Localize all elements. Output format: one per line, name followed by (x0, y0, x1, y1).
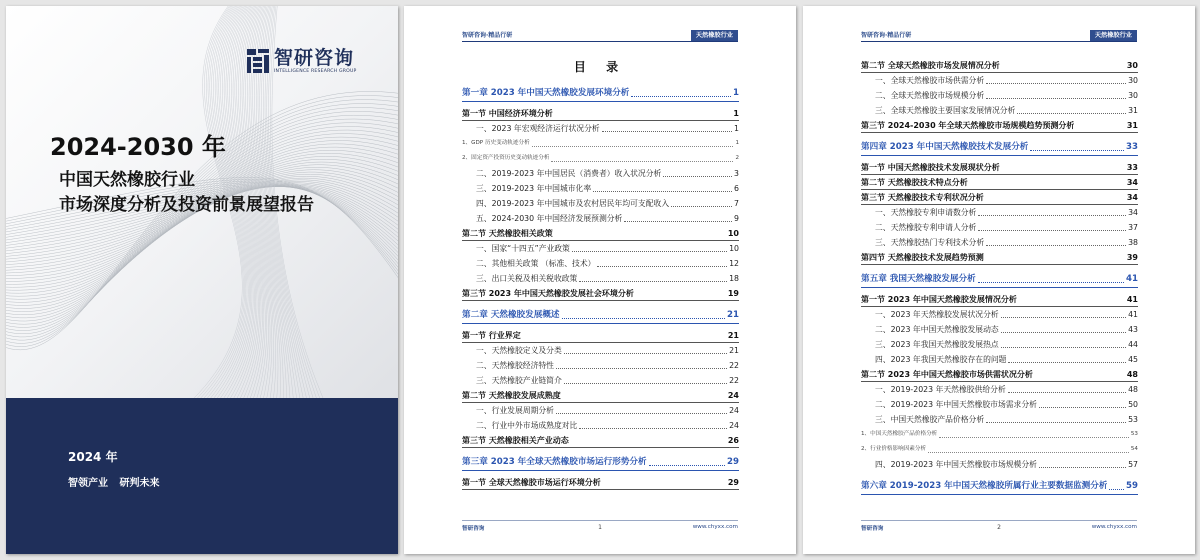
page-number: 1 (598, 524, 602, 531)
toc-entry-text: 三、天然橡胶热门专利技术分析 (875, 238, 985, 247)
toc-entry-sub[interactable] (861, 457, 1138, 472)
toc-entry-page: 30 (1128, 76, 1138, 85)
toc-entry-text: 三、中国天然橡胶产品价格分析 (875, 415, 985, 424)
toc-entry-sub[interactable] (861, 235, 1138, 250)
toc-entry-page: 29 (727, 457, 739, 467)
toc-entry-section[interactable] (861, 250, 1138, 265)
toc-entry-page: 34 (1128, 208, 1138, 217)
cover-page (6, 6, 398, 554)
toc-entry-section[interactable] (861, 367, 1138, 382)
toc-entry-section[interactable] (861, 190, 1138, 205)
toc-entry-page: 26 (727, 436, 739, 445)
toc-entry-text: 三、全球天然橡胶主要国家发展情况分析 (875, 106, 1016, 115)
toc-entry-sub[interactable] (462, 403, 739, 418)
toc-entry-page: 59 (1126, 481, 1138, 491)
toc-entry-page: 39 (1126, 253, 1138, 262)
toc-entry-sub[interactable] (861, 220, 1138, 235)
toc-leader-dots (636, 296, 726, 297)
toc-entry-page: 44 (1128, 340, 1138, 349)
toc-title: 目 录 (573, 60, 627, 74)
toc-leader-dots (986, 83, 1126, 84)
toc-entry-page: 57 (1128, 460, 1138, 469)
cover-date: 2024 年 (68, 450, 118, 464)
toc-leader-dots (1076, 128, 1124, 129)
toc-entry-text: 第二节 天然橡胶发展成熟度 (462, 391, 561, 400)
toc-entry-text: 四、2019-2023 年中国城市及农村居民年均可支配收入 (476, 199, 670, 208)
toc-entry-text: 一、2023 年宏观经济运行状况分析 (476, 124, 600, 133)
toc-entry-page: 18 (729, 274, 739, 283)
toc-entry-section[interactable] (462, 286, 739, 301)
toc-leader-dots (556, 368, 727, 369)
toc-entry-page: 31 (1128, 106, 1138, 115)
toc-leader-dots (939, 437, 1129, 438)
page-footer (462, 520, 738, 534)
toc-entry-text: 第三节 天然橡胶技术专利状况分析 (861, 193, 984, 202)
cover-year-range: 2024-2030 年 (50, 133, 226, 161)
toc-entry-text: 一、国家“十四五”产业政策 (476, 244, 570, 253)
toc-entry-text: 二、2019-2023 年中国居民（消费者）收入状况分析 (476, 169, 662, 178)
toc-page-2 (803, 6, 1195, 554)
toc-entry-page: 6 (734, 184, 739, 193)
toc-leader-dots (564, 383, 727, 384)
logo-chinese-name: 智研咨询 (274, 47, 355, 69)
toc-entry-text: 2、行业价格影响因素分析 (861, 446, 927, 452)
toc-entry-text: 三、2023 年我国天然橡胶发展热点 (875, 340, 999, 349)
toc-entry-section[interactable] (861, 160, 1138, 175)
page-header (861, 28, 1137, 42)
toc-leader-dots (1002, 68, 1125, 69)
toc-entry-page: 9 (734, 214, 739, 223)
toc-entry-page: 53 (1128, 415, 1138, 424)
toc-entry-text: 第三节 2023 年中国天然橡胶发展社会环境分析 (462, 289, 634, 298)
toc-leader-dots (562, 318, 726, 319)
toc-entry-text: 第三节 天然橡胶相关产业动态 (462, 436, 569, 445)
toc-leader-dots (1008, 392, 1126, 393)
toc-leader-dots (551, 161, 733, 162)
toc-leader-dots (671, 206, 732, 207)
toc-leader-dots (1039, 467, 1126, 468)
toc-entry-section[interactable] (462, 328, 739, 343)
toc-entry-page: 1 (734, 124, 739, 133)
toc-entry-page: 30 (1126, 61, 1138, 70)
toc-entry-text: 第一节 中国天然橡胶技术发展现状分析 (861, 163, 1000, 172)
toc-entry-text: 三、出口关税及相关税收政策 (476, 274, 578, 283)
toc-entry-page: 33 (1126, 163, 1138, 172)
toc-leader-dots (555, 116, 732, 117)
toc-entry-page: 30 (1128, 91, 1138, 100)
toc-entry-sub[interactable] (462, 358, 739, 373)
page-number: 2 (997, 524, 1001, 531)
toc-entry-text: 第一节 行业界定 (462, 331, 521, 340)
cover-bottom-band (6, 398, 398, 554)
toc-entry-text: 二、2019-2023 年中国天然橡胶市场需求分析 (875, 400, 1037, 409)
toc-entry-text: 一、全球天然橡胶市场供需分析 (875, 76, 985, 85)
toc-entry-sub[interactable] (861, 307, 1138, 322)
toc-entry-chapter[interactable] (462, 455, 739, 471)
toc-entry-page: 29 (727, 478, 739, 487)
toc-leader-dots (579, 428, 727, 429)
toc-entry-section[interactable] (462, 433, 739, 448)
toc-entry-page: 38 (1128, 238, 1138, 247)
toc-entry-page: 53 (1130, 431, 1138, 437)
toc-entry-text: 第四章 2023 年中国天然橡胶技术发展分析 (861, 142, 1029, 152)
toc-list (861, 58, 1138, 499)
toc-entry-section[interactable] (462, 475, 739, 490)
toc-leader-dots (624, 221, 732, 222)
logo-mark-icon (246, 48, 270, 74)
toc-leader-dots (1001, 332, 1126, 333)
toc-entry-page: 2 (735, 155, 739, 161)
toc-entry-sub[interactable] (462, 181, 739, 196)
toc-leader-dots (1008, 362, 1126, 363)
toc-entry-chapter[interactable] (462, 308, 739, 324)
toc-leader-dots (1019, 302, 1125, 303)
toc-entry-page: 12 (729, 259, 739, 268)
toc-leader-dots (986, 98, 1126, 99)
cover-title-line-1: 中国天然橡胶行业 (59, 170, 195, 190)
toc-entry-page: 1 (733, 109, 739, 118)
toc-leader-dots (602, 131, 732, 132)
page-header (462, 28, 738, 42)
toc-entry-text: 一、行业发展周期分析 (476, 406, 554, 415)
toc-leader-dots (986, 245, 1126, 246)
toc-entry-text: 第三节 2024-2030 年全球天然橡胶市场规模趋势预测分析 (861, 121, 1075, 130)
toc-entry-page: 22 (729, 361, 739, 370)
toc-entry-sub[interactable] (462, 256, 739, 271)
toc-entry-sub[interactable] (462, 418, 739, 433)
toc-entry-page: 34 (1126, 193, 1138, 202)
toc-entry-page: 19 (727, 289, 739, 298)
toc-leader-dots (663, 176, 732, 177)
toc-entry-text: 三、2019-2023 年中国城市化率 (476, 184, 592, 193)
toc-entry-page: 1 (733, 88, 739, 98)
footer-brand: 智研咨询 (462, 526, 485, 532)
toc-entry-page: 48 (1128, 385, 1138, 394)
toc-entry-text: 第五章 我国天然橡胶发展分析 (861, 274, 976, 284)
toc-entry-sub[interactable] (861, 337, 1138, 352)
toc-entry-text: 二、其他相关政策 （标准、技术） (476, 259, 596, 268)
toc-entry-text: 第六章 2019-2023 年中国天然橡胶所属行业主要数据监测分析 (861, 481, 1108, 491)
toc-entry-section[interactable] (861, 118, 1138, 133)
toc-entry-page: 31 (1126, 121, 1138, 130)
footer-website[interactable]: www.chyxx.com (1091, 524, 1137, 530)
toc-entry-text: 一、2023 年天然橡胶发展状况分析 (875, 310, 999, 319)
toc-leader-dots (532, 146, 734, 147)
toc-entry-page: 3 (734, 169, 739, 178)
toc-leader-dots (579, 281, 727, 282)
toc-entry-sub[interactable] (462, 241, 739, 256)
toc-entry-page: 21 (729, 346, 739, 355)
toc-leader-dots (1039, 407, 1126, 408)
header-industry-tag: 天然橡胶行业 (691, 30, 738, 41)
toc-entry-text: 第一节 2023 年中国天然橡胶发展情况分析 (861, 295, 1017, 304)
toc-leader-dots (970, 185, 1125, 186)
toc-entry-text: 1、中国天然橡胶产品价格分析 (861, 431, 938, 437)
toc-leader-dots (556, 413, 727, 414)
toc-entry-page: 41 (1126, 295, 1138, 304)
footer-website[interactable]: www.chyxx.com (692, 524, 738, 530)
toc-entry-sub[interactable] (861, 322, 1138, 337)
toc-entry-page: 24 (729, 421, 739, 430)
toc-entry-sub[interactable] (861, 382, 1138, 397)
toc-entry-sub[interactable] (462, 211, 739, 226)
toc-entry-text: 1、GDP 历史变动轨迹分析 (462, 140, 530, 146)
toc-entry-text: 一、2019-2023 年天然橡胶供给分析 (875, 385, 1006, 394)
toc-entry-chapter[interactable] (462, 86, 739, 102)
toc-entry-small[interactable] (462, 136, 739, 151)
toc-entry-text: 一、天然橡胶专利申请数分析 (875, 208, 977, 217)
toc-entry-page: 1 (735, 140, 739, 146)
toc-entry-chapter[interactable] (861, 479, 1138, 495)
toc-entry-text: 第二节 天然橡胶技术特点分析 (861, 178, 968, 187)
toc-leader-dots (928, 452, 1129, 453)
toc-entry-text: 一、天然橡胶定义及分类 (476, 346, 562, 355)
toc-leader-dots (603, 485, 726, 486)
toc-entry-page: 10 (727, 229, 739, 238)
toc-entry-text: 第二节 2023 年中国天然橡胶市场供需状况分析 (861, 370, 1033, 379)
toc-entry-section[interactable] (462, 226, 739, 241)
toc-entry-sub[interactable] (462, 373, 739, 388)
toc-entry-text: 二、天然橡胶经济特性 (476, 361, 554, 370)
toc-entry-chapter[interactable] (861, 272, 1138, 288)
toc-entry-text: 2、固定资产投资历史变动轨迹分析 (462, 155, 550, 161)
toc-entry-page: 48 (1126, 370, 1138, 379)
toc-entry-sub[interactable] (462, 166, 739, 181)
toc-entry-text: 第四节 天然橡胶技术发展趋势预测 (861, 253, 984, 262)
toc-leader-dots (563, 398, 726, 399)
toc-entry-section[interactable] (462, 106, 739, 121)
toc-entry-page: 24 (727, 391, 739, 400)
toc-entry-sub[interactable] (462, 343, 739, 358)
toc-entry-text: 四、2019-2023 年中国天然橡胶市场规模分析 (875, 460, 1037, 469)
toc-leader-dots (1030, 150, 1124, 151)
logo-english-name: INTELLIGENCE RESEARCH GROUP (274, 69, 357, 74)
toc-leader-dots (986, 260, 1125, 261)
toc-leader-dots (523, 338, 726, 339)
toc-entry-page: 37 (1128, 223, 1138, 232)
toc-leader-dots (1017, 113, 1126, 114)
header-brand: 智研咨询·精品行研 (462, 32, 513, 39)
footer-brand: 智研咨询 (861, 526, 884, 532)
page-footer (861, 520, 1137, 534)
toc-page-1 (404, 6, 796, 554)
toc-leader-dots (1001, 317, 1126, 318)
toc-leader-dots (649, 465, 725, 466)
toc-entry-sub[interactable] (861, 73, 1138, 88)
toc-entry-page: 41 (1128, 310, 1138, 319)
toc-leader-dots (978, 282, 1124, 283)
toc-leader-dots (597, 266, 727, 267)
toc-entry-sub[interactable] (861, 205, 1138, 220)
toc-entry-sub[interactable] (861, 103, 1138, 118)
toc-entry-page: 33 (1126, 142, 1138, 152)
toc-leader-dots (1002, 170, 1125, 171)
toc-entry-section[interactable] (462, 388, 739, 403)
toc-entry-text: 第二节 天然橡胶相关政策 (462, 229, 553, 238)
toc-leader-dots (631, 96, 731, 97)
cover-slogan: 智领产业 研判未来 (68, 478, 160, 489)
toc-entry-page: 45 (1128, 355, 1138, 364)
toc-entry-page: 21 (727, 331, 739, 340)
toc-entry-page: 7 (734, 199, 739, 208)
toc-entry-page: 22 (729, 376, 739, 385)
toc-leader-dots (1109, 489, 1124, 490)
toc-entry-text: 第一节 全球天然橡胶市场运行环境分析 (462, 478, 601, 487)
toc-entry-sub[interactable] (861, 397, 1138, 412)
toc-entry-page: 10 (729, 244, 739, 253)
toc-entry-sub[interactable] (462, 121, 739, 136)
toc-entry-small[interactable] (861, 427, 1138, 442)
toc-entry-text: 二、2023 年中国天然橡胶发展动态 (875, 325, 999, 334)
toc-entry-text: 三、天然橡胶产业链简介 (476, 376, 562, 385)
toc-entry-page: 50 (1128, 400, 1138, 409)
logo (246, 48, 356, 74)
toc-entry-text: 第三章 2023 年全球天然橡胶市场运行形势分析 (462, 457, 647, 467)
toc-entry-text: 五、2024-2030 年中国经济发展预测分析 (476, 214, 623, 223)
toc-entry-small[interactable] (861, 442, 1138, 457)
header-industry-tag: 天然橡胶行业 (1090, 30, 1137, 41)
toc-entry-page: 54 (1130, 446, 1138, 452)
toc-leader-dots (978, 230, 1126, 231)
toc-leader-dots (1035, 377, 1125, 378)
toc-entry-page: 41 (1126, 274, 1138, 284)
toc-entry-text: 第二章 天然橡胶发展概述 (462, 310, 560, 320)
toc-entry-text: 第二节 全球天然橡胶市场发展情况分析 (861, 61, 1000, 70)
header-brand: 智研咨询·精品行研 (861, 32, 912, 39)
toc-leader-dots (593, 191, 732, 192)
toc-entry-sub[interactable] (462, 196, 739, 211)
toc-entry-chapter[interactable] (861, 140, 1138, 156)
toc-entry-sub[interactable] (861, 352, 1138, 367)
toc-leader-dots (1001, 347, 1126, 348)
toc-entry-text: 第一章 2023 年中国天然橡胶发展环境分析 (462, 88, 630, 98)
toc-entry-text: 二、行业中外市场成熟度对比 (476, 421, 578, 430)
toc-entry-section[interactable] (861, 175, 1138, 190)
toc-entry-small[interactable] (462, 151, 739, 166)
toc-list (462, 86, 739, 490)
toc-leader-dots (978, 215, 1126, 216)
toc-entry-page: 21 (727, 310, 739, 320)
toc-leader-dots (555, 236, 726, 237)
toc-leader-dots (572, 251, 727, 252)
toc-entry-text: 二、天然橡胶专利申请人分析 (875, 223, 977, 232)
toc-entry-text: 第一节 中国经济环境分析 (462, 109, 553, 118)
toc-leader-dots (564, 353, 727, 354)
cover-title-line-2: 市场深度分析及投资前景展望报告 (59, 195, 314, 215)
toc-entry-text: 四、2023 年我国天然橡胶存在的问题 (875, 355, 1007, 364)
toc-leader-dots (571, 443, 726, 444)
toc-entry-page: 34 (1126, 178, 1138, 187)
toc-entry-sub[interactable] (861, 412, 1138, 427)
toc-entry-sub[interactable] (462, 271, 739, 286)
toc-entry-section[interactable] (861, 292, 1138, 307)
toc-entry-section[interactable] (861, 58, 1138, 73)
toc-entry-sub[interactable] (861, 88, 1138, 103)
toc-entry-text: 二、全球天然橡胶市场规模分析 (875, 91, 985, 100)
toc-entry-page: 24 (729, 406, 739, 415)
cover-title (59, 168, 314, 218)
toc-leader-dots (986, 422, 1126, 423)
toc-leader-dots (986, 200, 1125, 201)
toc-entry-page: 43 (1128, 325, 1138, 334)
